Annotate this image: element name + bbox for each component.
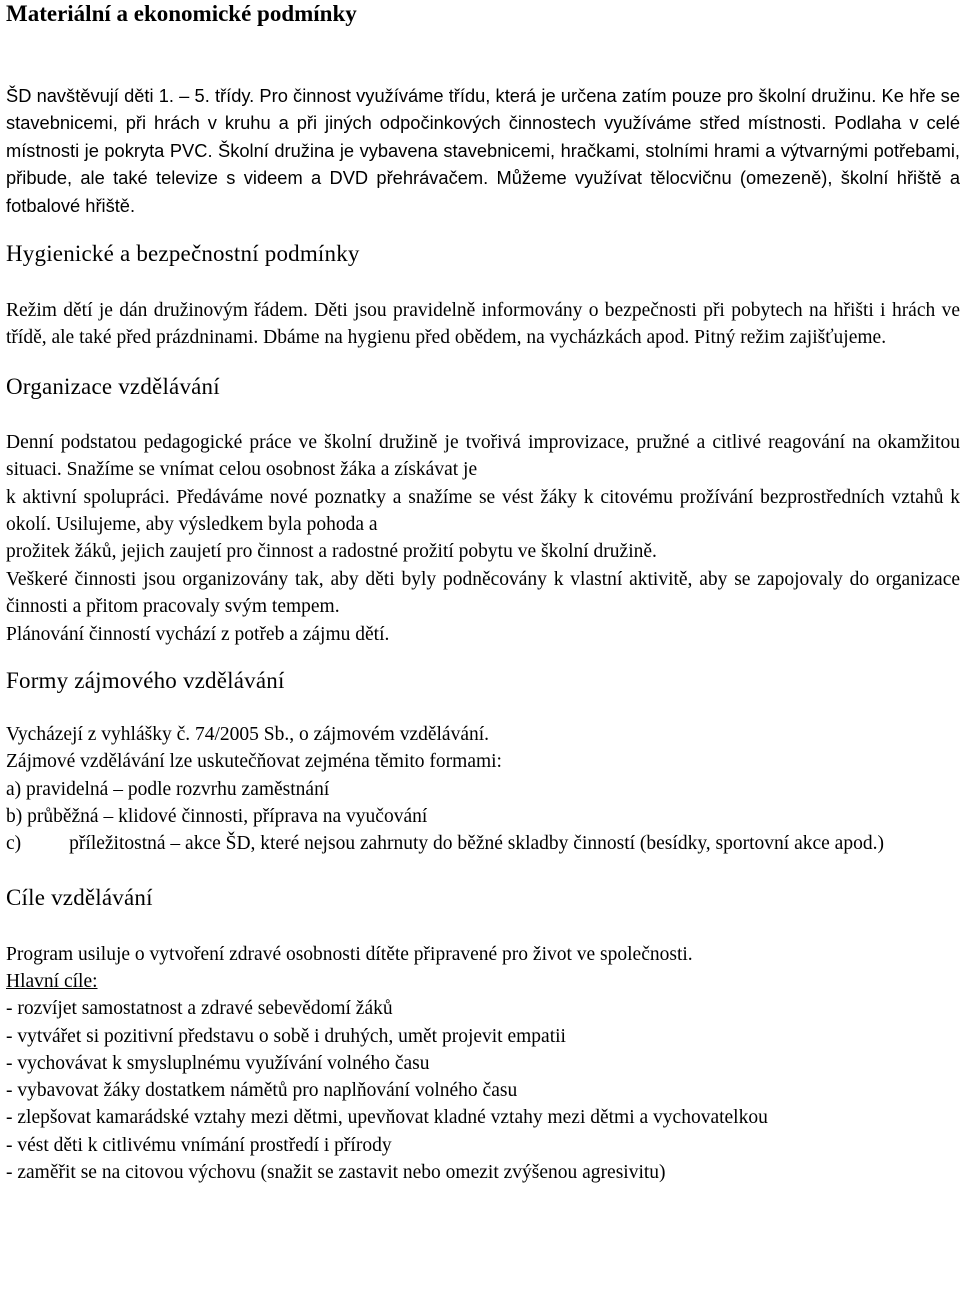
list-item: - vychovávat k smysluplnému využívání volného času: [6, 1052, 430, 1074]
forms-line-c-text: příležitostná – akce ŠD, které nejsou zahrnuty do běžné skladby činností (besídky, sportovní akce apod.): [69, 833, 884, 855]
section3-paragraph-3: prožitek žáků, jejich zaujetí pro činnost a radostné prožití pobytu ve školní družině.: [6, 541, 657, 563]
spacer: [6, 648, 960, 668]
spacer: [6, 267, 960, 297]
section5-heading: Cíle vzdělávání: [6, 884, 153, 910]
spacer: [6, 858, 960, 885]
section3-paragraph-2: k aktivní spolupráci. Předáváme nové poznatky a snažíme se vést žáky k citovému prožívání bezprostředních vztahů k okolí. Usilujeme, aby výsledkem byla pohoda a: [6, 486, 960, 536]
spacer: [6, 26, 960, 82]
page-title: Materiální a ekonomické podmínky: [6, 1, 357, 26]
forms-line-2: Zájmové vzdělávání lze uskutečňovat zejména těmito formami:: [6, 751, 502, 773]
forms-line-c-label: c): [6, 833, 22, 855]
forms-line-a: a) pravidelná – podle rozvrhu zaměstnání: [6, 778, 330, 800]
list-item: - zlepšovat kamarádské vztahy mezi dětmi, upevňovat kladné vztahy mezi dětmi a vychovatelkou: [6, 1107, 768, 1129]
list-item: - vybavovat žáky dostatkem námětů pro naplňování volného času: [6, 1080, 518, 1102]
spacer: [6, 219, 960, 241]
list-item: - vést děti k citlivému vnímání prostředí i přírody: [6, 1134, 392, 1156]
goals-label: Hlavní cíle:: [6, 970, 98, 992]
section3-paragraph-4: Veškeré činnosti jsou organizovány tak, aby děti byly podněcovány k vlastní aktivitě, aby se zapojovaly do organizace činnosti a přitom pracovaly svým tempem.: [6, 568, 960, 618]
spacer: [6, 352, 960, 374]
section3-heading: Organizace vzdělávání: [6, 373, 220, 399]
forms-line-c: [6, 830, 960, 857]
document-page: [6, 0, 960, 1186]
forms-line-1: Vycházejí z vyhlášky č. 74/2005 Sb., o zájmovém vzdělávání.: [6, 724, 490, 746]
section2-heading: Hygienické a bezpečnostní podmínky: [6, 241, 360, 267]
goals-intro: Program usiluje o vytvoření zdravé osobnosti dítěte připravené pro život ve společnosti.: [6, 943, 693, 965]
spacer: [6, 911, 960, 941]
section3-paragraph-1: Denní podstatou pedagogické práce ve školní družině je tvořivá improvizace, pružné a citlivé reagování na okamžitou situaci. Snažíme se vnímat celou osobnost žáka a získávat je: [6, 431, 960, 481]
section4-heading: Formy zájmového vzdělávání: [6, 668, 285, 694]
section3-paragraph-5: Plánování činností vychází z potřeb a zájmu dětí.: [6, 623, 390, 645]
list-item: - vytvářet si pozitivní představu o sobě i druhých, umět projevit empatii: [6, 1025, 566, 1047]
spacer: [6, 400, 960, 429]
goals-list: [6, 995, 960, 1186]
section1-paragraph: ŠD navštěvují děti 1. – 5. třídy. Pro činnost využíváme třídu, která je určena zatím pouze pro školní družinu. Ke hře se stavebnicemi, při hrách v kruhu a při jiných odpočinkových činnostech využíváme střed místnosti. Podlaha v celé místnosti je pokryta PVC. Školní družina je vybavena stavebnicemi, hračkami, stolními hrami a výtvarnými potřebami, přibude, ale také televize s videem a DVD přehrávačem. Můžeme využívat tělocvičnu (omezeně), školní hřiště a fotbalové hřiště.: [6, 85, 960, 216]
section2-paragraph: Režim dětí je dán družinovým řádem. Děti jsou pravidelně informovány o bezpečnosti při pobytech na hřišti i hrách ve třídě, ale také před prázdninami. Dbáme na hygienu před obědem, na vycházkách apod. Pitný režim zajišťujeme.: [6, 300, 960, 349]
spacer: [6, 694, 960, 721]
list-item: - zaměřit se na citovou výchovu (snažit se zastavit nebo omezit zvýšenou agresivitu): [6, 1162, 666, 1184]
list-item: - rozvíjet samostatnost a zdravé sebevědomí žáků: [6, 998, 393, 1020]
forms-line-b: b) průběžná – klidové činnosti, příprava na vyučování: [6, 805, 428, 827]
